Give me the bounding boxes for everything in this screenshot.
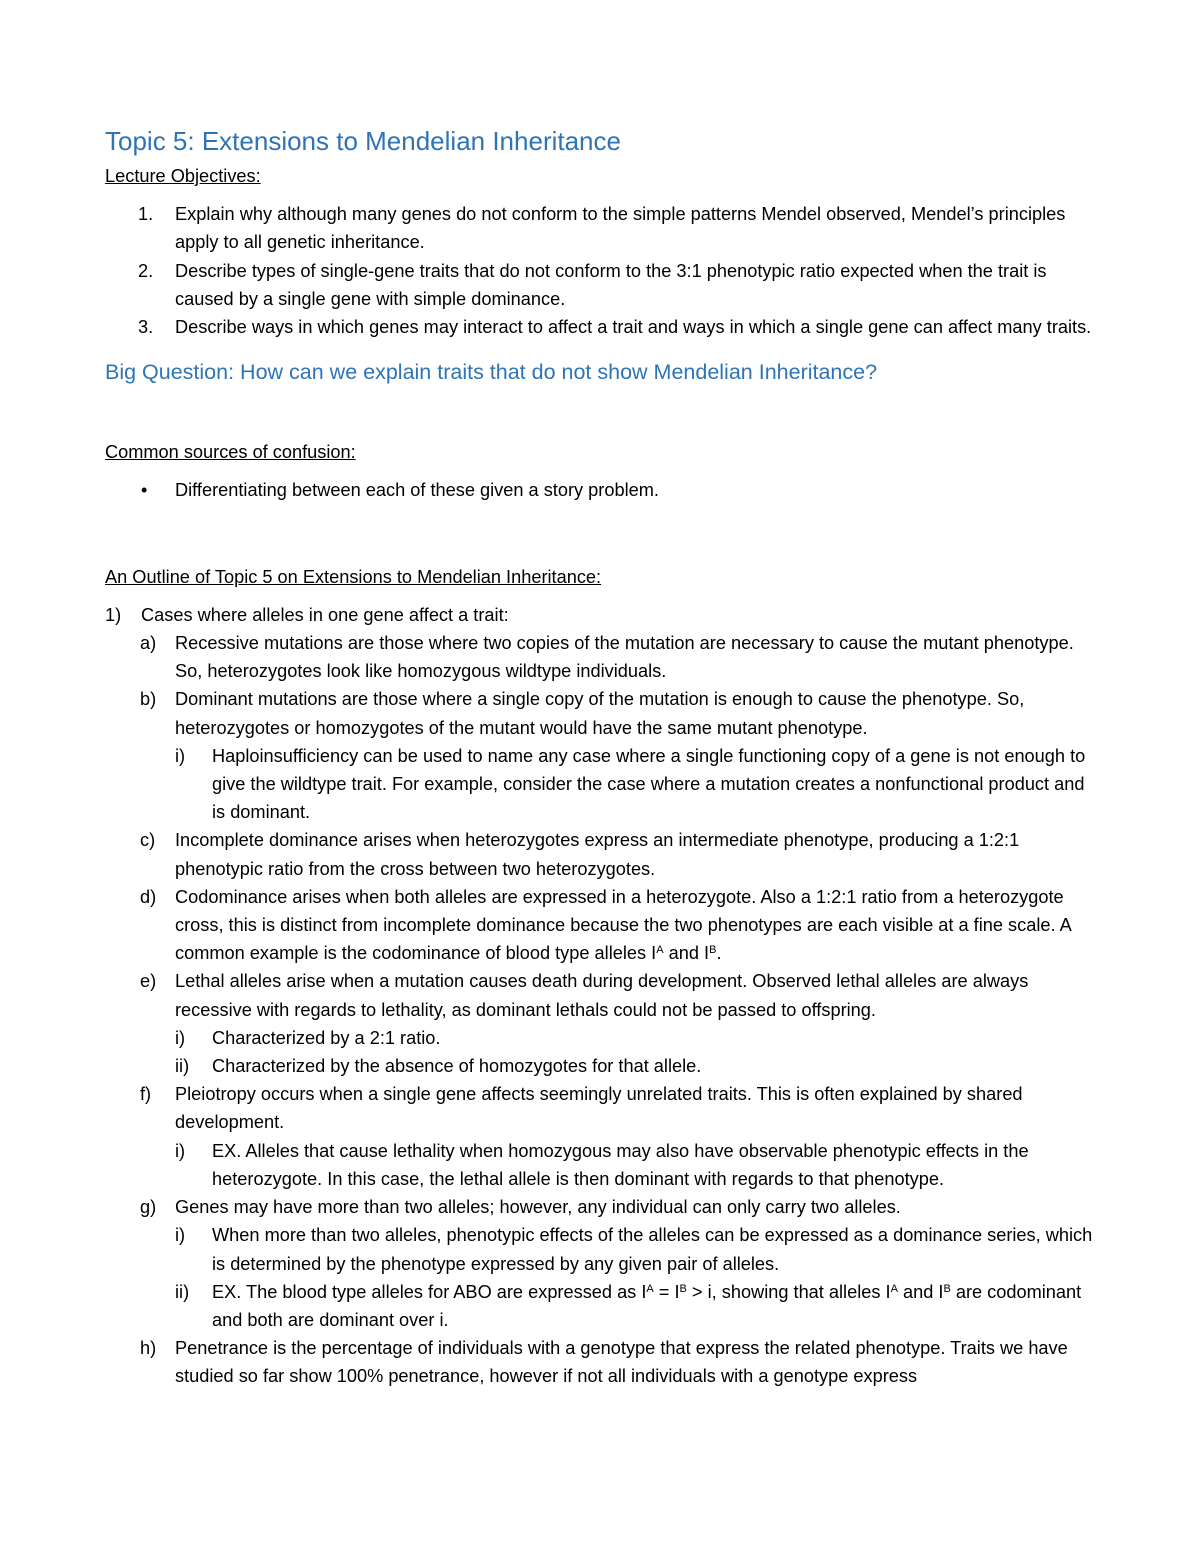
outline-marker: i) <box>175 1225 186 1246</box>
outline-marker: h) <box>140 1338 157 1359</box>
superscript: B <box>709 944 717 957</box>
list-number: 2. <box>138 260 154 281</box>
outline-text <box>212 1282 1081 1330</box>
outline-item-b <box>105 685 1095 741</box>
outline-text: Lethal alleles arise when a mutation causes death during development. Observed lethal alleles are always recessive with regards to lethality, as dominant lethals could not be passed to offspring. <box>175 971 1029 1020</box>
outline-marker: d) <box>140 886 157 907</box>
outline-marker: c) <box>140 830 156 851</box>
outline-item-c <box>105 826 1095 882</box>
outline-item-e-ii <box>105 1052 1095 1080</box>
page-title: Topic 5: Extensions to Mendelian Inheritance <box>105 126 621 156</box>
outline-text: Cases where alleles in one gene affect a trait: <box>141 604 509 625</box>
outline-heading: An Outline of Topic 5 on Extensions to Mendelian Inheritance: <box>105 566 602 587</box>
outline-item-g <box>105 1193 1095 1221</box>
outline-text: Penetrance is the percentage of individuals with a genotype that express the related phenotype. Traits we have studied so far show 100% penetrance, however if not all individuals with a genotype express <box>175 1338 1068 1387</box>
outline-marker: 1) <box>105 604 122 625</box>
outline-marker: i) <box>175 1027 186 1048</box>
list-item-text: Differentiating between each of these given a story problem. <box>175 480 659 501</box>
outline-marker: a) <box>140 633 157 654</box>
outline-text: Recessive mutations are those where two copies of the mutation are necessary to cause the mutant phenotype. So, heterozygotes look like homozygous wildtype individuals. <box>175 633 1074 682</box>
outline-item-h <box>105 1334 1095 1390</box>
text-fragment: > i, showing that alleles I <box>686 1281 891 1302</box>
outline-text: Pleiotropy occurs when a single gene affects seemingly unrelated traits. This is often explained by shared development. <box>175 1084 1023 1133</box>
confusion-list <box>105 476 1095 504</box>
outline-marker: f) <box>140 1084 152 1105</box>
outline-list <box>105 601 1095 1391</box>
objectives-list <box>105 200 1095 341</box>
outline-marker: i) <box>175 745 186 766</box>
outline-item-e-i <box>105 1024 1095 1052</box>
outline-marker: g) <box>140 1197 157 1218</box>
outline-item-b-i <box>105 742 1095 827</box>
list-item <box>105 313 1095 341</box>
bullet-icon: • <box>141 480 148 501</box>
outline-marker: i) <box>175 1140 186 1161</box>
list-item <box>105 476 1095 504</box>
outline-marker: b) <box>140 689 157 710</box>
confusion-heading: Common sources of confusion: <box>105 442 356 463</box>
text-fragment: . <box>716 943 722 964</box>
list-item <box>105 257 1095 313</box>
outline-text: Incomplete dominance arises when heterozygotes express an intermediate phenotype, producing a 1:2:1 phenotypic ratio from the cross between two heterozygotes. <box>175 830 1020 879</box>
outline-marker: ii) <box>175 1056 190 1077</box>
outline-text: Dominant mutations are those where a single copy of the mutation is enough to cause the phenotype. So, heterozygotes or homozygotes of the mutant would have the same mutant phenotype. <box>175 689 1025 738</box>
superscript: A <box>656 944 664 957</box>
outline-item-e <box>105 967 1095 1023</box>
list-item-text: Describe types of single-gene traits that do not conform to the 3:1 phenotypic ratio expected when the trait is caused by a single gene with simple dominance. <box>175 260 1047 309</box>
outline-text <box>175 887 1071 963</box>
list-item-text: Explain why although many genes do not conform to the simple patterns Mendel observed, Mendel’s principles apply to all genetic inheritance. <box>175 204 1066 253</box>
outline-item-f <box>105 1080 1095 1136</box>
text-fragment: = I <box>653 1281 680 1302</box>
outline-text: EX. Alleles that cause lethality when homozygous may also have observable phenotypic effects in the heterozygote. In this case, the lethal allele is then dominant with regards to that phenotype. <box>212 1140 1029 1189</box>
text-fragment: and I <box>897 1281 944 1302</box>
outline-item-a <box>105 629 1095 685</box>
outline-item-1 <box>105 601 1095 629</box>
outline-text: Genes may have more than two alleles; however, any individual can only carry two alleles. <box>175 1197 901 1218</box>
outline-marker: ii) <box>175 1281 190 1302</box>
text-fragment: and I <box>663 943 710 964</box>
outline-text: Characterized by the absence of homozygotes for that allele. <box>212 1056 702 1077</box>
text-fragment: EX. The blood type alleles for ABO are expressed as I <box>212 1281 647 1302</box>
list-number: 1. <box>138 204 154 225</box>
superscript: B <box>943 1282 951 1295</box>
document-page <box>105 124 1095 1391</box>
list-item <box>105 200 1095 256</box>
objectives-heading: Lecture Objectives: <box>105 166 261 186</box>
text-fragment: Codominance arises when both alleles are expressed in a heterozygote. Also a 1:2:1 ratio from a heterozygote cross, this is distinct from incomplete dominance because the two phenotypes are each visible at a fine scale. A common example is the codominance of blood type alleles I <box>175 886 1071 964</box>
list-number: 3. <box>138 317 154 338</box>
outline-item-g-ii <box>105 1278 1095 1334</box>
superscript: A <box>646 1282 654 1295</box>
big-question: Big Question: How can we explain traits that do not show Mendelian Inheritance? <box>105 360 878 385</box>
superscript: A <box>890 1282 898 1295</box>
outline-item-d <box>105 883 1095 968</box>
text-fragment: are codominant and both are dominant over i. <box>212 1281 1082 1330</box>
outline-text: When more than two alleles, phenotypic effects of the alleles can be expressed as a dominance series, which is determined by the phenotype expressed by any given pair of alleles. <box>212 1225 1093 1274</box>
outline-text: Characterized by a 2:1 ratio. <box>212 1027 441 1048</box>
list-item-text: Describe ways in which genes may interact to affect a trait and ways in which a single gene can affect many traits. <box>175 317 1092 338</box>
outline-item-g-i <box>105 1221 1095 1277</box>
superscript: B <box>679 1282 687 1295</box>
outline-item-f-i <box>105 1137 1095 1193</box>
outline-text: Haploinsufficiency can be used to name any case where a single functioning copy of a gene is not enough to give the wildtype trait. For example, consider the case where a mutation creates a nonfunctional product and is dominant. <box>212 745 1086 823</box>
outline-marker: e) <box>140 971 157 992</box>
